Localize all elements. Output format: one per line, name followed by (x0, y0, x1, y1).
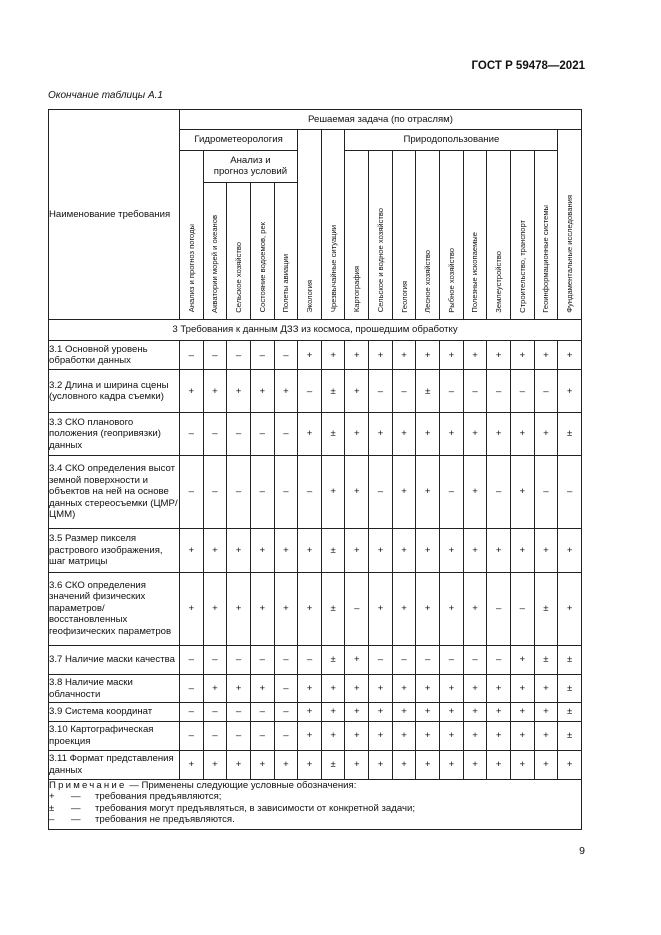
requirement-value: + (534, 674, 558, 703)
requirement-value: + (510, 721, 534, 750)
requirement-value: – (227, 456, 251, 529)
requirement-value: + (274, 528, 298, 572)
note-symbol: ± (49, 802, 55, 814)
requirement-value: + (510, 674, 534, 703)
requirement-value: – (463, 370, 487, 413)
requirement-value: ± (321, 572, 345, 645)
requirement-name: 3.3 СКО планового положения (геопривязки) данных (49, 413, 180, 456)
column-header: Картография (345, 150, 369, 319)
note-text: — Применены следующие условные обозначения: (129, 779, 357, 791)
note-item (49, 814, 581, 826)
requirement-value: – (298, 456, 322, 529)
requirement-value: + (463, 572, 487, 645)
requirement-value: ± (321, 528, 345, 572)
requirement-value: + (369, 674, 393, 703)
table-row (49, 703, 582, 721)
requirement-value: + (558, 528, 582, 572)
requirement-value: + (534, 721, 558, 750)
requirement-value: + (440, 674, 464, 703)
requirement-value: + (250, 528, 274, 572)
table-row (49, 674, 582, 703)
requirement-value: + (534, 341, 558, 370)
requirement-value: + (369, 703, 393, 721)
column-header: Строительство, транспорт (510, 150, 534, 319)
requirement-value: ± (558, 703, 582, 721)
requirement-value: + (298, 750, 322, 779)
table-row (49, 341, 582, 370)
requirement-value: + (345, 456, 369, 529)
requirement-name: 3.2 Длина и ширина сцены (условного кадра съемки) (49, 370, 180, 413)
requirement-value: + (463, 413, 487, 456)
requirement-value: – (345, 572, 369, 645)
requirement-value: – (250, 413, 274, 456)
requirement-value: + (534, 750, 558, 779)
requirement-value: + (203, 370, 227, 413)
column-header: Чрезвычайные ситуации (321, 130, 345, 320)
requirement-value: – (440, 645, 464, 674)
requirement-name: 3.8 Наличие маски облачности (49, 674, 180, 703)
requirement-value: + (345, 413, 369, 456)
requirement-value: + (392, 750, 416, 779)
requirement-value: + (440, 572, 464, 645)
requirement-value: + (487, 674, 511, 703)
requirement-value: ± (558, 674, 582, 703)
requirement-value: – (274, 703, 298, 721)
requirement-value: + (203, 528, 227, 572)
requirement-value: + (440, 341, 464, 370)
requirement-value: + (345, 721, 369, 750)
table-note (49, 779, 582, 829)
requirement-value: + (250, 750, 274, 779)
requirement-value: + (392, 528, 416, 572)
requirement-value: + (510, 413, 534, 456)
requirement-value: + (180, 572, 204, 645)
requirement-value: – (203, 456, 227, 529)
requirement-value: + (463, 341, 487, 370)
column-header: Геоинформационные системы (534, 150, 558, 319)
group-nature-header: Природопользование (345, 130, 558, 150)
table-row (49, 456, 582, 529)
requirement-value: + (487, 721, 511, 750)
table-row (49, 413, 582, 456)
requirement-value: – (369, 456, 393, 529)
requirement-value: + (274, 572, 298, 645)
table-row (49, 645, 582, 674)
requirement-value: + (345, 703, 369, 721)
requirement-value: + (345, 370, 369, 413)
requirement-value: – (534, 456, 558, 529)
requirement-value: – (298, 370, 322, 413)
requirement-value: ± (558, 413, 582, 456)
requirement-value: – (440, 370, 464, 413)
requirement-value: – (250, 703, 274, 721)
note-item-text: требования не предъявляются. (95, 814, 235, 826)
requirement-value: + (250, 370, 274, 413)
requirement-value: + (298, 572, 322, 645)
requirement-value: + (440, 528, 464, 572)
requirement-value: + (180, 750, 204, 779)
table-row (49, 721, 582, 750)
requirement-value: ± (321, 413, 345, 456)
requirement-value: + (369, 572, 393, 645)
requirement-value: + (203, 674, 227, 703)
requirement-value: + (369, 341, 393, 370)
requirement-value: + (487, 528, 511, 572)
table-row (49, 750, 582, 779)
requirement-value: + (510, 341, 534, 370)
column-header: Геология (392, 150, 416, 319)
requirement-value: – (487, 572, 511, 645)
requirement-value: – (227, 645, 251, 674)
requirement-value: + (298, 721, 322, 750)
requirement-value: + (321, 674, 345, 703)
table-row (49, 370, 582, 413)
requirement-value: – (534, 370, 558, 413)
requirement-value: + (510, 703, 534, 721)
requirement-value: – (203, 645, 227, 674)
requirement-value: + (180, 370, 204, 413)
requirement-value: – (180, 703, 204, 721)
requirement-value: – (558, 456, 582, 529)
note-heading (49, 780, 581, 792)
requirement-value: + (369, 721, 393, 750)
document-code: ГОСТ Р 59478—2021 (471, 60, 585, 72)
requirement-value: – (203, 341, 227, 370)
requirement-value: + (416, 750, 440, 779)
requirement-value: – (250, 341, 274, 370)
requirement-value: – (203, 703, 227, 721)
requirement-value: + (534, 703, 558, 721)
requirement-value: + (298, 674, 322, 703)
note-item (49, 791, 581, 803)
requirement-value: – (180, 645, 204, 674)
note-dash: — (71, 814, 81, 826)
requirement-value: + (321, 341, 345, 370)
column-header: Состояние водоемов, рек (250, 182, 274, 319)
requirement-value: + (487, 703, 511, 721)
table-row (49, 572, 582, 645)
requirement-value: – (180, 721, 204, 750)
requirement-value: – (274, 645, 298, 674)
column-header: Лесное хозяйство (416, 150, 440, 319)
requirement-value: – (463, 645, 487, 674)
table-row (49, 528, 582, 572)
requirement-name: 3.10 Картографическая проекция (49, 721, 180, 750)
requirement-value: – (440, 456, 464, 529)
note-symbol: – (49, 814, 55, 826)
requirement-name: 3.5 Размер пикселя растрового изображения, шаг матрицы (49, 528, 180, 572)
requirement-value: + (487, 341, 511, 370)
requirement-value: + (440, 703, 464, 721)
requirement-value: + (510, 645, 534, 674)
requirement-value: + (298, 341, 322, 370)
requirement-value: – (227, 413, 251, 456)
requirement-value: + (463, 674, 487, 703)
requirement-value: + (369, 528, 393, 572)
requirement-value: + (416, 528, 440, 572)
requirement-value: + (392, 341, 416, 370)
requirement-value: + (558, 572, 582, 645)
requirement-value: + (416, 674, 440, 703)
requirement-name: 3.4 СКО определения высот земной поверхности и объектов на ней на основе данных стереосъемки (ЦМР/ЦММ) (49, 456, 180, 529)
note-dash: — (71, 791, 81, 803)
requirement-value: + (440, 721, 464, 750)
requirements-table (48, 109, 582, 830)
note-item-text: требования могут предъявляться, в зависимости от конкретной задачи; (95, 802, 415, 814)
requirement-value: + (416, 572, 440, 645)
requirement-value: + (558, 750, 582, 779)
requirement-value: + (416, 413, 440, 456)
page-number: 9 (579, 845, 585, 857)
group-hydromet-header: Гидрометеорология (180, 130, 298, 150)
requirement-value: + (392, 674, 416, 703)
requirement-value: ± (321, 750, 345, 779)
requirement-value: + (487, 750, 511, 779)
requirement-value: – (487, 370, 511, 413)
requirement-value: – (510, 572, 534, 645)
requirement-value: + (392, 572, 416, 645)
column-header: Акватории морей и океанов (203, 182, 227, 319)
requirement-value: + (558, 341, 582, 370)
requirement-value: + (180, 528, 204, 572)
requirement-value: – (274, 674, 298, 703)
requirement-value: – (392, 645, 416, 674)
requirement-value: + (463, 456, 487, 529)
requirement-value: + (227, 674, 251, 703)
requirement-value: + (227, 528, 251, 572)
requirement-value: + (345, 750, 369, 779)
requirement-name: 3.9 Система координат (49, 703, 180, 721)
column-header: Анализ и прогноз погоды (180, 150, 204, 319)
note-dash: — (71, 802, 81, 814)
requirement-value: – (250, 645, 274, 674)
requirement-value: + (510, 750, 534, 779)
requirement-value: – (369, 370, 393, 413)
requirement-value: – (274, 456, 298, 529)
column-header: Сельское хозяйство (227, 182, 251, 319)
requirement-value: ± (558, 645, 582, 674)
note-item-text: требования предъявляются; (95, 791, 222, 803)
requirement-name: 3.11 Формат представления данных (49, 750, 180, 779)
column-header: Рыбное хозяйство (440, 150, 464, 319)
requirement-value: + (416, 703, 440, 721)
requirement-value: – (250, 456, 274, 529)
requirement-value: + (392, 703, 416, 721)
requirement-value: + (345, 341, 369, 370)
requirement-value: + (250, 674, 274, 703)
requirement-value: – (487, 645, 511, 674)
requirement-value: + (440, 750, 464, 779)
column-header: Землеустройство (487, 150, 511, 319)
requirement-value: + (274, 750, 298, 779)
note-item (49, 803, 581, 815)
requirement-value: + (250, 572, 274, 645)
requirement-value: + (463, 750, 487, 779)
requirement-value: + (227, 750, 251, 779)
requirement-value: + (321, 456, 345, 529)
requirement-value: + (227, 370, 251, 413)
requirement-value: ± (534, 572, 558, 645)
requirement-value: + (345, 645, 369, 674)
column-header: Полеты авиации (274, 182, 298, 319)
requirement-value: + (534, 413, 558, 456)
requirement-value: + (510, 456, 534, 529)
requirement-value: ± (534, 645, 558, 674)
requirement-value: – (203, 721, 227, 750)
requirement-value: + (440, 413, 464, 456)
requirement-value: ± (321, 370, 345, 413)
requirement-value: + (463, 703, 487, 721)
note-symbol: + (49, 791, 55, 803)
requirement-value: + (298, 413, 322, 456)
requirement-value: + (463, 721, 487, 750)
requirement-value: – (203, 413, 227, 456)
requirement-value: – (250, 721, 274, 750)
requirement-value: + (227, 572, 251, 645)
requirement-value: – (298, 645, 322, 674)
requirement-value: + (392, 456, 416, 529)
requirement-value: + (274, 370, 298, 413)
requirement-value: – (487, 456, 511, 529)
requirement-value: + (416, 456, 440, 529)
name-column-header: Наименование требования (49, 110, 180, 320)
requirement-value: – (180, 674, 204, 703)
requirement-value: + (534, 528, 558, 572)
requirement-value: – (274, 413, 298, 456)
requirement-value: – (180, 341, 204, 370)
requirement-value: + (392, 413, 416, 456)
requirement-value: + (298, 528, 322, 572)
requirement-value: – (416, 645, 440, 674)
requirement-value: + (510, 528, 534, 572)
requirement-value: + (345, 528, 369, 572)
note-label: Примечание (49, 779, 127, 791)
requirement-value: – (227, 703, 251, 721)
requirement-value: – (180, 413, 204, 456)
requirement-value: – (274, 341, 298, 370)
requirement-value: – (227, 721, 251, 750)
requirement-value: – (510, 370, 534, 413)
requirement-name: 3.6 СКО определения значений физических параметров/восстановленных геофизических параметров (49, 572, 180, 645)
requirement-value: + (345, 674, 369, 703)
requirement-value: + (558, 370, 582, 413)
requirement-value: + (487, 413, 511, 456)
requirement-value: – (369, 645, 393, 674)
requirement-value: ± (558, 721, 582, 750)
requirement-value: + (321, 703, 345, 721)
requirement-value: ± (416, 370, 440, 413)
requirement-value: – (180, 456, 204, 529)
requirement-name: 3.1 Основной уровень обработки данных (49, 341, 180, 370)
requirement-value: – (227, 341, 251, 370)
section-title: 3 Требования к данным ДЗЗ из космоса, прошедшим обработку (49, 319, 582, 340)
requirement-value: + (321, 721, 345, 750)
requirement-value: + (392, 721, 416, 750)
requirement-value: + (369, 413, 393, 456)
column-header: Сельское и водное хозяйство (369, 150, 393, 319)
requirement-value: + (416, 721, 440, 750)
requirement-value: – (392, 370, 416, 413)
requirement-value: + (203, 572, 227, 645)
subgroup-forecast-header: Анализ и прогноз условий (203, 150, 298, 182)
requirement-name: 3.7 Наличие маски качества (49, 645, 180, 674)
requirement-value: + (203, 750, 227, 779)
column-header: Фундаментальные исследования (558, 130, 582, 320)
requirement-value: + (416, 341, 440, 370)
column-header: Экология (298, 130, 322, 320)
requirement-value: + (369, 750, 393, 779)
column-header: Полезные ископаемые (463, 150, 487, 319)
requirement-value: + (298, 703, 322, 721)
table-caption: Окончание таблицы А.1 (48, 90, 163, 101)
requirement-value: ± (321, 645, 345, 674)
requirement-value: + (463, 528, 487, 572)
requirement-value: – (274, 721, 298, 750)
tasks-header: Решаемая задача (по отраслям) (180, 110, 582, 130)
